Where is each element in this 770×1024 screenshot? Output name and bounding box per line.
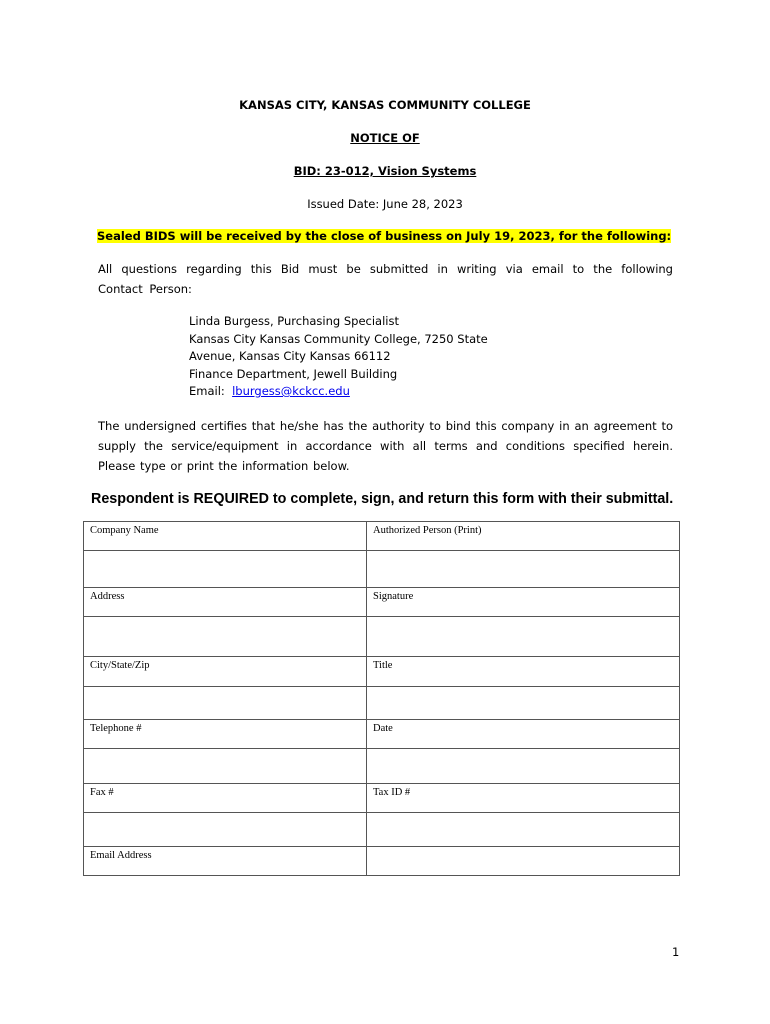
email-address-cell[interactable]: [84, 847, 367, 876]
required-note: Respondent is REQUIRED to complete, sign, and return this form with their submittal.: [91, 491, 674, 507]
highlighted-text: Sealed BIDS will be received by the close of business on July 19, 2023, for the following:: [97, 229, 672, 243]
form-row-inputs: [84, 551, 680, 588]
contact-department: Finance Department, Jewell Building: [189, 366, 398, 381]
address-label-cell: [84, 588, 367, 617]
form-row-inputs: [84, 687, 680, 720]
notice-heading: NOTICE OF: [350, 131, 420, 145]
issued-date: Issued Date: June 28, 2023: [307, 197, 463, 211]
form-row-labels: [84, 784, 680, 813]
title-label-cell: [367, 657, 680, 687]
telephone-label-cell: [84, 720, 367, 749]
certify-paragraph: The undersigned certifies that he/she has the authority to bind this company in an agreement to supply the service/equipment in accordance with all terms and conditions specified herein. Please type or print the information below.: [98, 419, 673, 473]
telephone-field[interactable]: [84, 749, 367, 784]
contact-address-line1: Kansas City Kansas Community College, 7250 State: [189, 331, 488, 346]
form-row-labels: [84, 657, 680, 687]
form-row-inputs: [84, 749, 680, 784]
form-row-labels: [84, 588, 680, 617]
email-address-label: Email Address: [90, 850, 152, 861]
contact-name: Linda Burgess, Purchasing Specialist: [189, 314, 399, 328]
questions-paragraph: All questions regarding this Bid must be submitted in writing via email to the following Contact Person:: [98, 262, 673, 296]
company-name-label: Company Name: [90, 525, 159, 536]
city-state-zip-field[interactable]: [84, 687, 367, 720]
fax-field[interactable]: [84, 813, 367, 847]
respondent-form: [83, 521, 680, 876]
date-field[interactable]: [367, 749, 680, 784]
title-field[interactable]: [367, 687, 680, 720]
fax-label: Fax #: [90, 787, 114, 798]
email-label: Email:: [189, 384, 225, 398]
form-row-labels: [84, 720, 680, 749]
email-link[interactable]: lburgess@kckcc.edu: [232, 384, 350, 398]
form-row-labels: [84, 847, 680, 876]
company-name-field[interactable]: [84, 551, 367, 588]
signature-label: Signature: [373, 591, 414, 602]
form-row-inputs: [84, 617, 680, 657]
authorized-person-label: Authorized Person (Print): [373, 525, 482, 536]
fax-label-cell: [84, 784, 367, 813]
company-name-label-cell: [84, 522, 367, 551]
empty-cell[interactable]: [367, 847, 680, 876]
title-label: Title: [373, 660, 393, 671]
sealed-bids-notice: [97, 229, 671, 243]
address-label: Address: [90, 591, 125, 602]
form-row-inputs: [84, 813, 680, 847]
page-number: 1: [672, 945, 680, 959]
date-label-cell: [367, 720, 680, 749]
tax-id-label: Tax ID #: [373, 787, 411, 798]
contact-address-line2: Avenue, Kansas City Kansas 66112: [189, 349, 391, 363]
city-state-zip-label: City/State/Zip: [90, 660, 150, 671]
address-field[interactable]: [84, 617, 367, 657]
college-title: KANSAS CITY, KANSAS COMMUNITY COLLEGE: [239, 98, 531, 112]
signature-field[interactable]: [367, 617, 680, 657]
city-state-zip-label-cell: [84, 657, 367, 687]
date-label: Date: [373, 723, 393, 734]
signature-label-cell: [367, 588, 680, 617]
tax-id-label-cell: [367, 784, 680, 813]
contact-email-row: [189, 383, 499, 401]
contact-block: [189, 313, 499, 401]
telephone-label: Telephone #: [90, 723, 142, 734]
authorized-person-field[interactable]: [367, 551, 680, 588]
bid-heading: BID: 23-012, Vision Systems: [293, 164, 477, 178]
authorized-person-label-cell: [367, 522, 680, 551]
form-row-labels: [84, 522, 680, 551]
tax-id-field[interactable]: [367, 813, 680, 847]
